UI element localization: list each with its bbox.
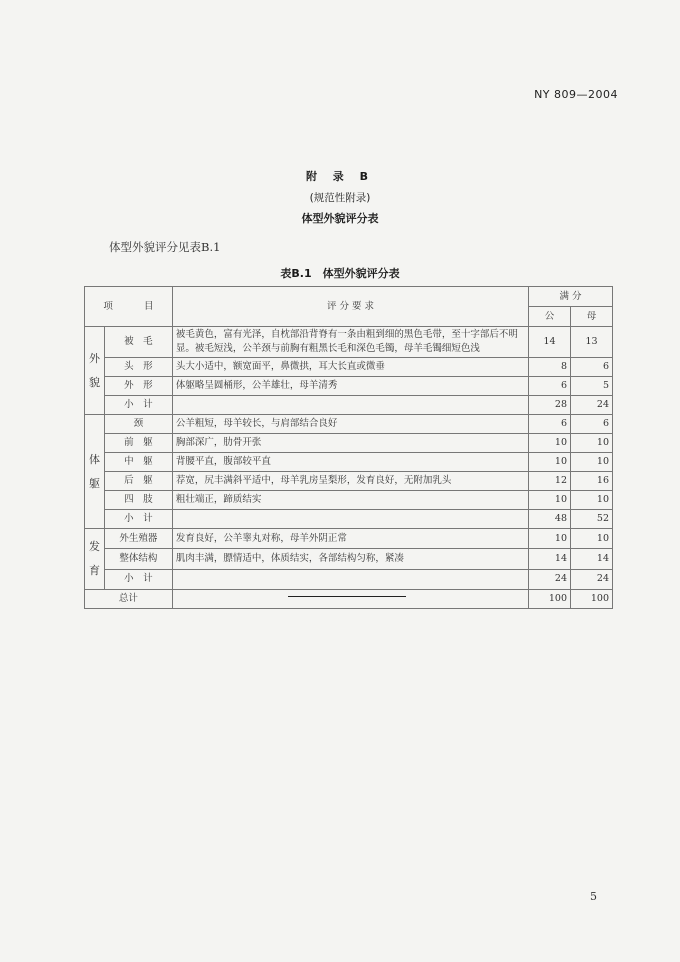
table-row	[85, 549, 613, 569]
group-char: 外	[88, 351, 100, 365]
female-score: 24	[571, 569, 613, 589]
appendix-title: 附 录 B	[305, 170, 375, 183]
female-score: 14	[571, 549, 613, 569]
total-male: 100	[529, 590, 571, 609]
table-row	[85, 377, 613, 396]
page-number: 5	[590, 890, 597, 903]
group-label	[85, 415, 105, 529]
female-score: 5	[571, 377, 613, 396]
item-cell: 头 形	[104, 358, 172, 377]
male-score: 12	[529, 472, 571, 491]
female-score: 10	[571, 529, 613, 549]
subtotal-row	[85, 396, 613, 415]
item-cell: 颈	[104, 415, 172, 434]
female-score: 13	[571, 327, 613, 358]
requirement-cell: 粗壮端正，蹄质结实	[172, 491, 528, 510]
requirement-cell: 背腰平直，腹部较平直	[172, 453, 528, 472]
total-requirement-cell	[172, 590, 528, 609]
subtotal-row	[85, 510, 613, 529]
female-score: 10	[571, 453, 613, 472]
item-cell: 被 毛	[104, 327, 172, 358]
group-label	[85, 327, 105, 415]
total-female: 100	[571, 590, 613, 609]
requirement-cell: 被毛黄色，富有光泽，自枕部沿背脊有一条由粗到细的黑色毛带，至十字部后不明显。被毛短浅，公羊颈与前胸有粗黑长毛和深色毛镯，母羊毛镯细短色浅	[172, 327, 528, 358]
male-score: 14	[529, 327, 571, 358]
male-score: 6	[529, 377, 571, 396]
item-cell: 中 躯	[104, 453, 172, 472]
table-row	[85, 327, 613, 358]
appendix-heading	[0, 168, 680, 226]
item-cell: 整体结构	[104, 549, 172, 569]
table-row	[85, 415, 613, 434]
group-char: 貌	[88, 375, 100, 389]
total-row	[85, 590, 613, 609]
male-score: 48	[529, 510, 571, 529]
appendix-name: 体型外貌评分表	[301, 212, 379, 225]
header-male: 公	[529, 307, 571, 327]
group-label	[85, 529, 105, 590]
male-score: 8	[529, 358, 571, 377]
female-score: 16	[571, 472, 613, 491]
requirement-cell: 肌肉丰满，膘情适中，体质结实，各部结构匀称，紧凑	[172, 549, 528, 569]
intro-text: 体型外貌评分见表B.1	[109, 240, 221, 254]
male-score: 28	[529, 396, 571, 415]
item-cell: 外生殖器	[104, 529, 172, 549]
item-cell: 小 计	[104, 396, 172, 415]
table-header-row	[85, 287, 613, 307]
male-score: 10	[529, 453, 571, 472]
item-cell: 外 形	[104, 377, 172, 396]
appendix-kind: (规范性附录)	[309, 192, 371, 204]
end-divider	[288, 596, 406, 597]
male-score: 24	[529, 569, 571, 589]
score-table	[84, 286, 613, 609]
item-cell: 小 计	[104, 510, 172, 529]
female-score: 10	[571, 434, 613, 453]
table-row	[85, 434, 613, 453]
requirement-cell	[172, 396, 528, 415]
requirement-cell: 发育良好，公羊睾丸对称，母羊外阴正常	[172, 529, 528, 549]
item-cell: 前 躯	[104, 434, 172, 453]
table-row	[85, 453, 613, 472]
header-item: 项 目	[85, 287, 173, 327]
group-char: 育	[88, 564, 100, 577]
male-score: 10	[529, 434, 571, 453]
item-cell: 小 计	[104, 569, 172, 589]
group-char: 躯	[88, 476, 100, 490]
female-score: 52	[571, 510, 613, 529]
requirement-cell	[172, 569, 528, 589]
header-full-score: 满 分	[529, 287, 613, 307]
male-score: 10	[529, 529, 571, 549]
table-row	[85, 491, 613, 510]
standard-code: NY 809—2004	[534, 88, 618, 101]
item-cell: 四 肢	[104, 491, 172, 510]
requirement-cell: 头大小适中，额宽面平，鼻微拱，耳大长直或微垂	[172, 358, 528, 377]
group-char: 发	[88, 540, 100, 553]
group-char: 体	[88, 452, 100, 466]
table-row	[85, 529, 613, 549]
female-score: 10	[571, 491, 613, 510]
requirement-cell: 荐宽，尻丰满斜平适中，母羊乳房呈梨形，发育良好，无附加乳头	[172, 472, 528, 491]
male-score: 6	[529, 415, 571, 434]
male-score: 14	[529, 549, 571, 569]
requirement-cell	[172, 510, 528, 529]
header-female: 母	[571, 307, 613, 327]
female-score: 6	[571, 415, 613, 434]
female-score: 24	[571, 396, 613, 415]
total-label: 总计	[85, 590, 173, 609]
header-requirement: 评 分 要 求	[172, 287, 528, 327]
male-score: 10	[529, 491, 571, 510]
requirement-cell: 体躯略呈圆桶形，公羊雄壮，母羊清秀	[172, 377, 528, 396]
subtotal-row	[85, 569, 613, 589]
requirement-cell: 公羊粗短，母羊较长，与肩部结合良好	[172, 415, 528, 434]
table-caption: 表B.1 体型外貌评分表	[280, 267, 400, 280]
item-cell: 后 躯	[104, 472, 172, 491]
table-row	[85, 358, 613, 377]
female-score: 6	[571, 358, 613, 377]
table-row	[85, 472, 613, 491]
requirement-cell: 胸部深广，肋骨开张	[172, 434, 528, 453]
